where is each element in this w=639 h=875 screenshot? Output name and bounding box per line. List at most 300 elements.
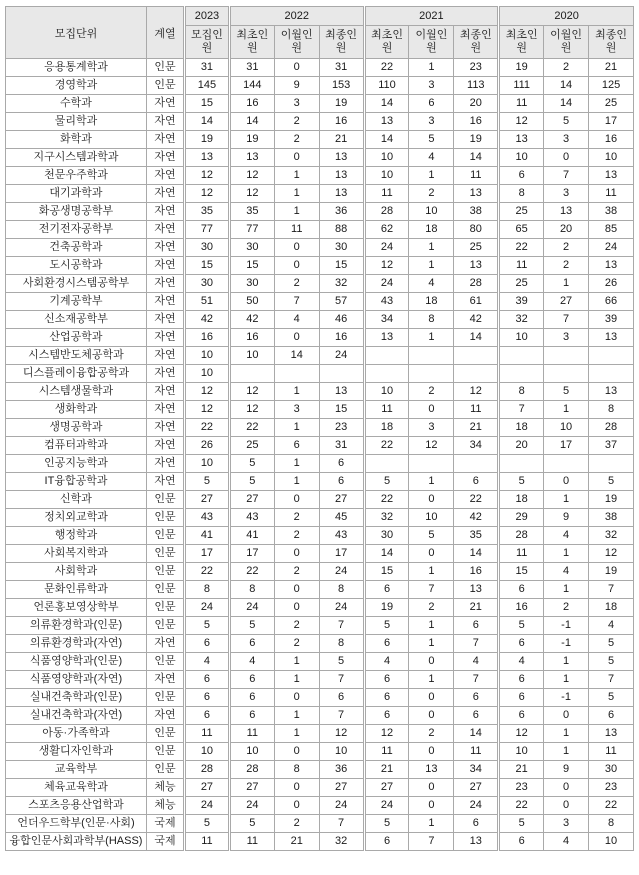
value-cell <box>499 365 544 383</box>
value-cell: 7 <box>544 167 589 185</box>
value-cell: 18 <box>589 599 634 617</box>
value-cell: 7 <box>544 311 589 329</box>
value-cell: 25 <box>229 437 274 455</box>
value-cell: 12 <box>364 725 409 743</box>
unit-cell: 산업공학과 <box>6 329 147 347</box>
value-cell: 2 <box>409 185 454 203</box>
track-cell: 자연 <box>147 257 185 275</box>
value-cell: 13 <box>589 725 634 743</box>
value-cell: 18 <box>409 221 454 239</box>
value-cell: 153 <box>319 77 364 95</box>
value-cell: 1 <box>409 671 454 689</box>
value-cell: 24 <box>229 797 274 815</box>
value-cell: 15 <box>364 563 409 581</box>
value-cell: 6 <box>454 617 499 635</box>
table-row <box>6 563 634 581</box>
value-cell: 5 <box>499 815 544 833</box>
value-cell: 31 <box>229 59 274 77</box>
value-cell: 39 <box>499 293 544 311</box>
unit-cell: 언더우드학부(인문·사회) <box>6 815 147 833</box>
value-cell: 1 <box>409 239 454 257</box>
value-cell: 14 <box>364 95 409 113</box>
value-cell <box>319 365 364 383</box>
value-cell: 17 <box>544 437 589 455</box>
value-cell: 31 <box>319 437 364 455</box>
track-cell: 자연 <box>147 473 185 491</box>
value-cell: 35 <box>185 203 230 221</box>
value-cell: 16 <box>454 563 499 581</box>
value-cell: 8 <box>409 311 454 329</box>
unit-cell: 실내건축학과(자연) <box>6 707 147 725</box>
value-cell: 12 <box>185 383 230 401</box>
header-year-2022: 2022 <box>229 7 364 26</box>
track-cell: 인문 <box>147 491 185 509</box>
value-cell <box>544 455 589 473</box>
value-cell <box>274 365 319 383</box>
value-cell: 113 <box>454 77 499 95</box>
value-cell: 5 <box>589 689 634 707</box>
value-cell: 5 <box>364 617 409 635</box>
value-cell: 11 <box>229 833 274 851</box>
table-row <box>6 347 634 365</box>
value-cell: 2 <box>409 599 454 617</box>
value-cell: 22 <box>185 419 230 437</box>
value-cell: 3 <box>544 815 589 833</box>
value-cell: 21 <box>454 419 499 437</box>
value-cell: 6 <box>499 707 544 725</box>
value-cell: 19 <box>499 59 544 77</box>
value-cell: 62 <box>364 221 409 239</box>
value-cell: 22 <box>499 797 544 815</box>
value-cell: 30 <box>229 275 274 293</box>
subheader-cell: 이월인원 <box>409 26 454 59</box>
value-cell: 5 <box>229 455 274 473</box>
value-cell: 145 <box>185 77 230 95</box>
unit-cell: 식품영양학과(자연) <box>6 671 147 689</box>
value-cell: 1 <box>544 401 589 419</box>
value-cell: 1 <box>274 383 319 401</box>
header-unit: 모집단위 <box>6 7 147 59</box>
table-row <box>6 167 634 185</box>
value-cell: 24 <box>364 797 409 815</box>
value-cell: 23 <box>319 419 364 437</box>
value-cell: 1 <box>544 491 589 509</box>
table-row <box>6 257 634 275</box>
track-cell: 자연 <box>147 347 185 365</box>
value-cell: 31 <box>185 59 230 77</box>
value-cell: 6 <box>185 635 230 653</box>
value-cell: 21 <box>454 599 499 617</box>
value-cell: 7 <box>319 671 364 689</box>
value-cell: 35 <box>454 527 499 545</box>
value-cell: 14 <box>274 347 319 365</box>
unit-cell: 언론홍보영상학부 <box>6 599 147 617</box>
value-cell: 10 <box>185 455 230 473</box>
value-cell: 27 <box>454 779 499 797</box>
table-row <box>6 581 634 599</box>
value-cell: 57 <box>319 293 364 311</box>
value-cell: 1 <box>544 725 589 743</box>
value-cell: 4 <box>454 653 499 671</box>
unit-cell: 화학과 <box>6 131 147 149</box>
value-cell: 4 <box>589 617 634 635</box>
value-cell: 34 <box>454 761 499 779</box>
value-cell: 12 <box>229 401 274 419</box>
value-cell: 21 <box>274 833 319 851</box>
value-cell: 25 <box>454 239 499 257</box>
value-cell: 6 <box>499 581 544 599</box>
value-cell: 5 <box>589 653 634 671</box>
value-cell: 1 <box>409 563 454 581</box>
value-cell: 10 <box>229 743 274 761</box>
value-cell: 1 <box>274 725 319 743</box>
track-cell: 인문 <box>147 761 185 779</box>
value-cell: 14 <box>364 131 409 149</box>
table-row <box>6 419 634 437</box>
value-cell: 10 <box>589 149 634 167</box>
value-cell: 13 <box>454 185 499 203</box>
value-cell: 13 <box>499 131 544 149</box>
value-cell: 25 <box>589 95 634 113</box>
value-cell: 13 <box>544 203 589 221</box>
value-cell: 23 <box>499 779 544 797</box>
value-cell: 6 <box>229 635 274 653</box>
value-cell <box>409 455 454 473</box>
value-cell: 2 <box>409 383 454 401</box>
value-cell: 7 <box>454 671 499 689</box>
value-cell: 10 <box>499 149 544 167</box>
value-cell: 8 <box>319 635 364 653</box>
value-cell: 22 <box>454 491 499 509</box>
value-cell: 38 <box>454 203 499 221</box>
value-cell: 6 <box>229 671 274 689</box>
value-cell: 1 <box>274 653 319 671</box>
value-cell: 6 <box>364 833 409 851</box>
value-cell: 16 <box>229 329 274 347</box>
value-cell: 19 <box>589 563 634 581</box>
value-cell: 0 <box>544 707 589 725</box>
unit-cell: 융합인문사회과학부(HASS) <box>6 833 147 851</box>
value-cell: 22 <box>185 563 230 581</box>
value-cell: 1 <box>274 473 319 491</box>
value-cell: 11 <box>185 833 230 851</box>
value-cell <box>364 347 409 365</box>
value-cell: 12 <box>229 167 274 185</box>
value-cell: 0 <box>544 797 589 815</box>
value-cell: 24 <box>319 599 364 617</box>
unit-cell: 시스템생물학과 <box>6 383 147 401</box>
value-cell: 24 <box>229 599 274 617</box>
table-row <box>6 815 634 833</box>
subheader-cell: 최초인원 <box>364 26 409 59</box>
value-cell: 13 <box>319 167 364 185</box>
value-cell: 43 <box>185 509 230 527</box>
unit-cell: 사회환경시스템공학부 <box>6 275 147 293</box>
unit-cell: 교육학부 <box>6 761 147 779</box>
track-cell: 자연 <box>147 329 185 347</box>
value-cell: 4 <box>274 311 319 329</box>
value-cell: 27 <box>229 491 274 509</box>
value-cell: 6 <box>185 707 230 725</box>
value-cell: 0 <box>409 401 454 419</box>
value-cell: 12 <box>229 185 274 203</box>
track-cell: 자연 <box>147 239 185 257</box>
subheader-cell: 최초인원 <box>499 26 544 59</box>
track-cell: 자연 <box>147 113 185 131</box>
subheader-cell: 이월인원 <box>544 26 589 59</box>
track-cell: 국제 <box>147 833 185 851</box>
value-cell: 11 <box>454 743 499 761</box>
value-cell: 16 <box>185 329 230 347</box>
unit-cell: 사회학과 <box>6 563 147 581</box>
value-cell: 4 <box>185 653 230 671</box>
value-cell: 27 <box>319 779 364 797</box>
value-cell: 12 <box>319 725 364 743</box>
value-cell: 27 <box>544 293 589 311</box>
value-cell: 6 <box>364 671 409 689</box>
value-cell: 0 <box>274 257 319 275</box>
value-cell: 28 <box>589 419 634 437</box>
value-cell: 14 <box>454 149 499 167</box>
value-cell: 0 <box>544 473 589 491</box>
value-cell: 2 <box>274 131 319 149</box>
value-cell: 43 <box>364 293 409 311</box>
value-cell: 41 <box>185 527 230 545</box>
unit-cell: IT융합공학과 <box>6 473 147 491</box>
track-cell: 인문 <box>147 59 185 77</box>
value-cell: 1 <box>544 671 589 689</box>
value-cell: 11 <box>499 545 544 563</box>
table-row <box>6 203 634 221</box>
value-cell: 17 <box>589 113 634 131</box>
value-cell: 0 <box>409 653 454 671</box>
unit-cell: 생화학과 <box>6 401 147 419</box>
value-cell: 3 <box>409 419 454 437</box>
value-cell: 1 <box>544 653 589 671</box>
table-row <box>6 473 634 491</box>
value-cell: 22 <box>499 239 544 257</box>
table-row <box>6 653 634 671</box>
value-cell <box>454 347 499 365</box>
value-cell: 19 <box>364 599 409 617</box>
table-row <box>6 185 634 203</box>
table-row <box>6 779 634 797</box>
track-cell: 자연 <box>147 671 185 689</box>
value-cell: 51 <box>185 293 230 311</box>
value-cell: 14 <box>454 725 499 743</box>
value-cell: 125 <box>589 77 634 95</box>
value-cell: 3 <box>544 185 589 203</box>
table-row <box>6 833 634 851</box>
value-cell: 29 <box>499 509 544 527</box>
table-row <box>6 131 634 149</box>
value-cell: 31 <box>319 59 364 77</box>
value-cell: 12 <box>185 167 230 185</box>
value-cell: 22 <box>229 419 274 437</box>
track-cell: 자연 <box>147 419 185 437</box>
table-row <box>6 761 634 779</box>
value-cell: 13 <box>319 383 364 401</box>
value-cell: 10 <box>409 203 454 221</box>
value-cell: 6 <box>364 581 409 599</box>
value-cell: 1 <box>409 635 454 653</box>
value-cell: 35 <box>229 203 274 221</box>
value-cell: 6 <box>454 707 499 725</box>
value-cell: 3 <box>274 95 319 113</box>
value-cell: 42 <box>454 509 499 527</box>
value-cell: 2 <box>274 527 319 545</box>
value-cell: 5 <box>364 815 409 833</box>
value-cell: 4 <box>544 563 589 581</box>
track-cell: 자연 <box>147 311 185 329</box>
value-cell: 2 <box>409 725 454 743</box>
value-cell: 16 <box>499 599 544 617</box>
unit-cell: 사회복지학과 <box>6 545 147 563</box>
header-year-2021: 2021 <box>364 7 499 26</box>
value-cell <box>589 347 634 365</box>
value-cell: 27 <box>229 779 274 797</box>
value-cell: 4 <box>544 527 589 545</box>
value-cell: 3 <box>409 77 454 95</box>
table-row <box>6 725 634 743</box>
value-cell: 85 <box>589 221 634 239</box>
track-cell: 국제 <box>147 815 185 833</box>
value-cell: 11 <box>454 167 499 185</box>
value-cell: 15 <box>229 257 274 275</box>
value-cell: 26 <box>185 437 230 455</box>
unit-cell: 건축공학과 <box>6 239 147 257</box>
value-cell: 9 <box>544 761 589 779</box>
value-cell: 15 <box>319 401 364 419</box>
value-cell: 4 <box>409 149 454 167</box>
value-cell: 34 <box>364 311 409 329</box>
table-row <box>6 149 634 167</box>
value-cell: 16 <box>454 113 499 131</box>
value-cell: 0 <box>409 743 454 761</box>
value-cell: 17 <box>229 545 274 563</box>
value-cell: 8 <box>589 815 634 833</box>
track-cell: 인문 <box>147 563 185 581</box>
value-cell: 15 <box>185 257 230 275</box>
value-cell: 10 <box>229 347 274 365</box>
table-row <box>6 599 634 617</box>
value-cell: 13 <box>454 581 499 599</box>
value-cell: 24 <box>364 239 409 257</box>
value-cell: 32 <box>319 275 364 293</box>
value-cell: 61 <box>454 293 499 311</box>
value-cell: 11 <box>364 743 409 761</box>
value-cell: 11 <box>454 401 499 419</box>
value-cell: 18 <box>499 419 544 437</box>
unit-cell: 물리학과 <box>6 113 147 131</box>
value-cell: 19 <box>319 95 364 113</box>
value-cell: 45 <box>319 509 364 527</box>
value-cell: 10 <box>589 833 634 851</box>
value-cell: 6 <box>185 671 230 689</box>
value-cell: 37 <box>589 437 634 455</box>
value-cell: 21 <box>499 761 544 779</box>
track-cell: 자연 <box>147 185 185 203</box>
value-cell: 28 <box>499 527 544 545</box>
value-cell: 5 <box>409 131 454 149</box>
value-cell: 3 <box>409 113 454 131</box>
unit-cell: 스포츠응용산업학과 <box>6 797 147 815</box>
track-cell: 자연 <box>147 635 185 653</box>
value-cell: 27 <box>319 491 364 509</box>
unit-cell: 지구시스템과학과 <box>6 149 147 167</box>
table-row <box>6 77 634 95</box>
table-row <box>6 95 634 113</box>
track-cell: 자연 <box>147 275 185 293</box>
value-cell: 15 <box>319 257 364 275</box>
track-cell: 자연 <box>147 221 185 239</box>
unit-cell: 전기전자공학부 <box>6 221 147 239</box>
value-cell: 5 <box>364 473 409 491</box>
value-cell: 6 <box>229 689 274 707</box>
value-cell: 10 <box>364 167 409 185</box>
value-cell: 4 <box>229 653 274 671</box>
value-cell: 13 <box>589 329 634 347</box>
value-cell: 6 <box>589 707 634 725</box>
value-cell: 66 <box>589 293 634 311</box>
subheader-cell: 최종인원 <box>319 26 364 59</box>
value-cell: 6 <box>499 833 544 851</box>
track-cell: 자연 <box>147 203 185 221</box>
value-cell: 24 <box>319 563 364 581</box>
value-cell: 11 <box>229 725 274 743</box>
track-cell: 인문 <box>147 509 185 527</box>
value-cell: 23 <box>589 779 634 797</box>
unit-cell: 경영학과 <box>6 77 147 95</box>
value-cell: 43 <box>319 527 364 545</box>
value-cell: 5 <box>544 113 589 131</box>
value-cell: -1 <box>544 635 589 653</box>
value-cell: 14 <box>364 545 409 563</box>
value-cell: 41 <box>229 527 274 545</box>
value-cell: 77 <box>185 221 230 239</box>
unit-cell: 실내건축학과(인문) <box>6 689 147 707</box>
value-cell: 6 <box>364 635 409 653</box>
value-cell: 7 <box>589 581 634 599</box>
value-cell: 2 <box>544 59 589 77</box>
value-cell: 10 <box>185 365 230 383</box>
header-year-2023: 2023 <box>185 7 230 26</box>
table-row <box>6 383 634 401</box>
value-cell: 8 <box>319 581 364 599</box>
value-cell: 110 <box>364 77 409 95</box>
value-cell: 28 <box>364 203 409 221</box>
value-cell: 2 <box>544 599 589 617</box>
value-cell: 24 <box>454 797 499 815</box>
value-cell: 77 <box>229 221 274 239</box>
value-cell: 0 <box>274 779 319 797</box>
value-cell: 1 <box>544 743 589 761</box>
value-cell: 6 <box>454 815 499 833</box>
value-cell: 10 <box>409 509 454 527</box>
value-cell: 13 <box>364 113 409 131</box>
unit-cell: 도시공학과 <box>6 257 147 275</box>
value-cell: 0 <box>274 59 319 77</box>
value-cell: 8 <box>589 401 634 419</box>
value-cell: 7 <box>454 635 499 653</box>
value-cell: 1 <box>409 815 454 833</box>
value-cell: 5 <box>319 653 364 671</box>
unit-cell: 식품영양학과(인문) <box>6 653 147 671</box>
value-cell <box>544 347 589 365</box>
unit-cell: 시스템반도체공학과 <box>6 347 147 365</box>
value-cell: 14 <box>185 113 230 131</box>
value-cell: 10 <box>499 743 544 761</box>
